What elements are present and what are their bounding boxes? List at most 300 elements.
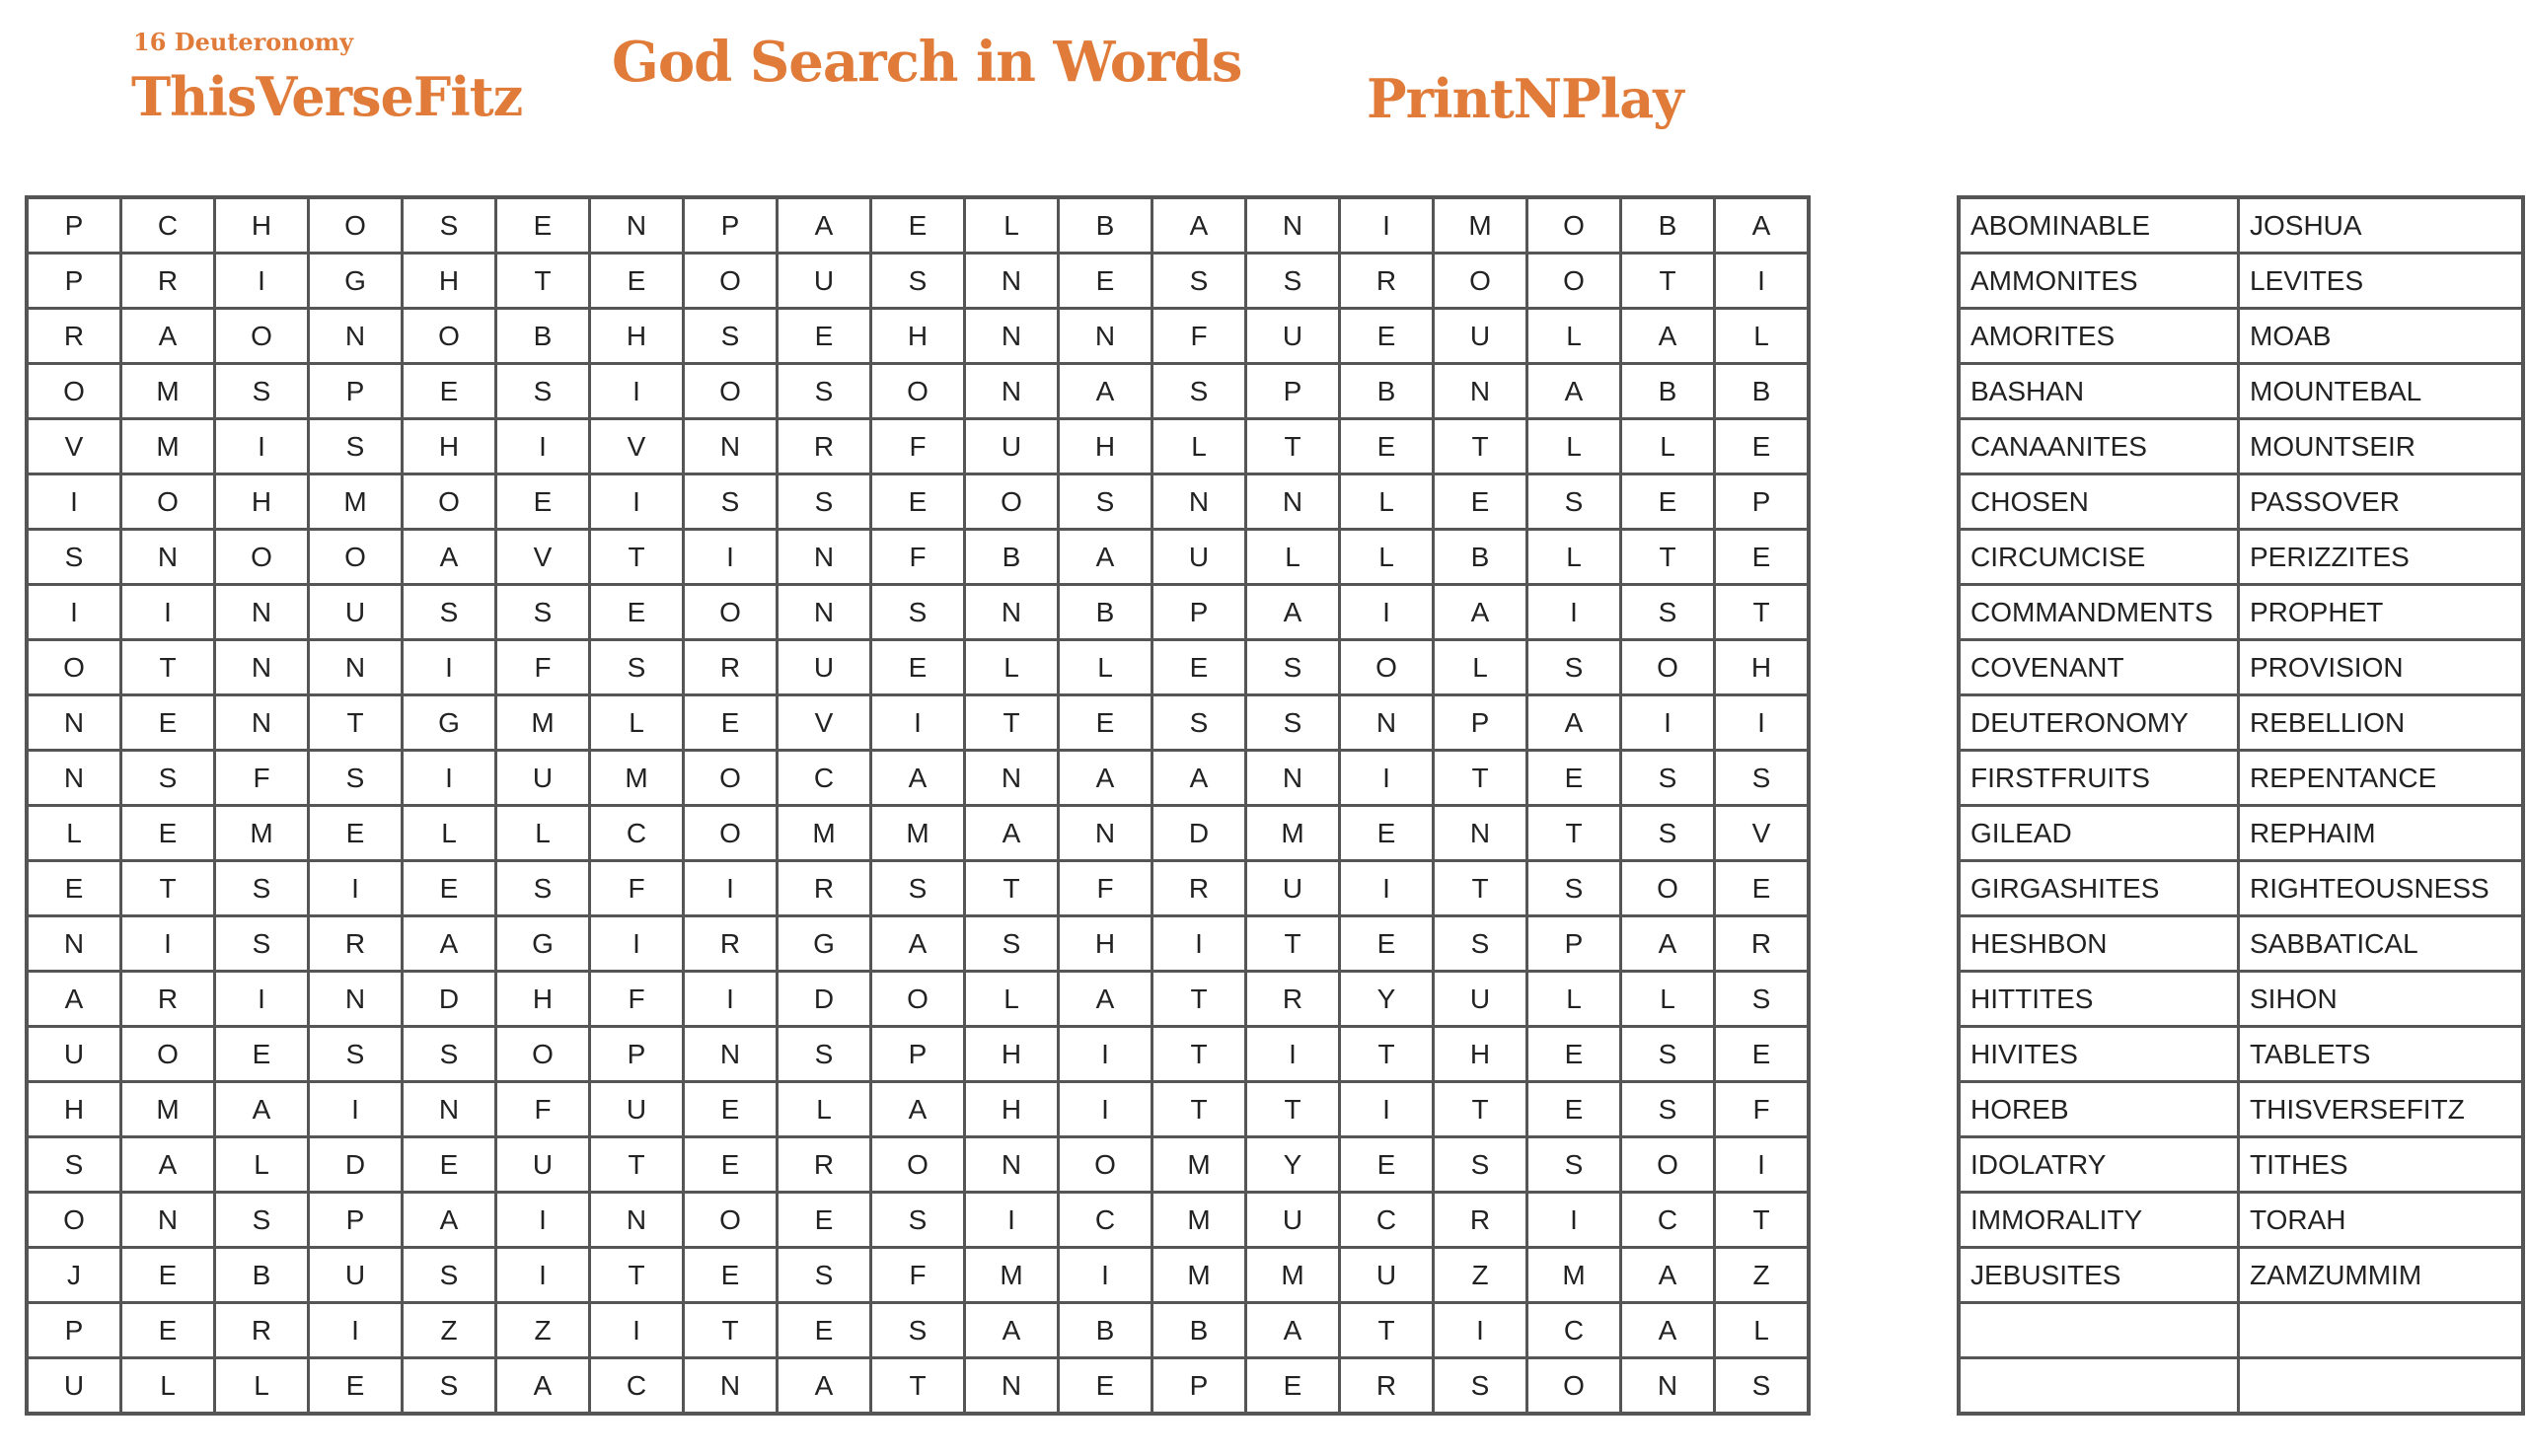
grid-cell[interactable]: T xyxy=(1152,972,1246,1027)
grid-cell[interactable]: E xyxy=(1340,806,1434,861)
grid-cell[interactable]: E xyxy=(1715,530,1810,585)
grid-cell[interactable]: M xyxy=(121,419,215,474)
grid-cell[interactable]: N xyxy=(684,419,778,474)
grid-cell[interactable]: I xyxy=(1059,1248,1152,1303)
grid-cell[interactable]: I xyxy=(1715,695,1810,751)
grid-cell[interactable]: T xyxy=(590,530,684,585)
grid-cell[interactable]: O xyxy=(684,751,778,806)
grid-cell[interactable]: E xyxy=(1246,1358,1340,1415)
grid-cell[interactable]: S xyxy=(1621,1082,1715,1137)
grid-cell[interactable]: B xyxy=(1059,585,1152,640)
grid-cell[interactable]: S xyxy=(309,751,403,806)
grid-cell[interactable]: I xyxy=(684,530,778,585)
grid-cell[interactable]: B xyxy=(215,1248,309,1303)
grid-cell[interactable]: N xyxy=(778,530,871,585)
grid-cell[interactable]: N xyxy=(215,695,309,751)
grid-cell[interactable]: P xyxy=(27,197,121,254)
grid-cell[interactable]: S xyxy=(1527,861,1621,916)
grid-cell[interactable]: L xyxy=(1621,972,1715,1027)
grid-cell[interactable]: N xyxy=(27,695,121,751)
grid-cell[interactable]: C xyxy=(590,1358,684,1415)
grid-cell[interactable]: I xyxy=(1715,254,1810,309)
grid-cell[interactable]: N xyxy=(403,1082,496,1137)
grid-cell[interactable]: U xyxy=(1152,530,1246,585)
grid-cell[interactable]: T xyxy=(1152,1082,1246,1137)
grid-cell[interactable]: L xyxy=(1246,530,1340,585)
grid-cell[interactable]: S xyxy=(778,1248,871,1303)
grid-cell[interactable]: E xyxy=(871,474,965,530)
grid-cell[interactable]: N xyxy=(590,197,684,254)
grid-cell[interactable]: M xyxy=(871,806,965,861)
grid-cell[interactable]: I xyxy=(1152,916,1246,972)
grid-cell[interactable]: I xyxy=(496,419,590,474)
grid-cell[interactable]: J xyxy=(27,1248,121,1303)
grid-cell[interactable]: A xyxy=(1527,364,1621,419)
grid-cell[interactable]: A xyxy=(778,1358,871,1415)
grid-cell[interactable]: O xyxy=(1434,254,1527,309)
grid-cell[interactable]: T xyxy=(871,1358,965,1415)
grid-cell[interactable]: E xyxy=(590,585,684,640)
grid-cell[interactable]: E xyxy=(1340,419,1434,474)
grid-cell[interactable]: B xyxy=(1715,364,1810,419)
grid-cell[interactable]: R xyxy=(778,419,871,474)
grid-cell[interactable]: P xyxy=(27,1303,121,1358)
grid-cell[interactable]: O xyxy=(496,1027,590,1082)
grid-cell[interactable]: A xyxy=(1152,751,1246,806)
grid-cell[interactable]: O xyxy=(1340,640,1434,695)
grid-cell[interactable]: E xyxy=(121,1248,215,1303)
grid-cell[interactable]: N xyxy=(1246,197,1340,254)
grid-cell[interactable]: S xyxy=(496,861,590,916)
grid-cell[interactable]: H xyxy=(215,474,309,530)
grid-cell[interactable]: O xyxy=(684,254,778,309)
grid-cell[interactable]: I xyxy=(590,364,684,419)
grid-cell[interactable]: T xyxy=(1715,1193,1810,1248)
grid-cell[interactable]: S xyxy=(778,474,871,530)
grid-cell[interactable]: T xyxy=(590,1137,684,1193)
grid-cell[interactable]: D xyxy=(1152,806,1246,861)
grid-cell[interactable]: S xyxy=(590,640,684,695)
grid-cell[interactable]: L xyxy=(590,695,684,751)
grid-cell[interactable]: T xyxy=(1621,530,1715,585)
grid-cell[interactable]: H xyxy=(1434,1027,1527,1082)
grid-cell[interactable]: S xyxy=(1152,364,1246,419)
grid-cell[interactable]: E xyxy=(1715,861,1810,916)
grid-cell[interactable]: O xyxy=(684,364,778,419)
grid-cell[interactable]: B xyxy=(496,309,590,364)
grid-cell[interactable]: E xyxy=(403,861,496,916)
grid-cell[interactable]: R xyxy=(778,861,871,916)
grid-cell[interactable]: G xyxy=(778,916,871,972)
grid-cell[interactable]: I xyxy=(309,1082,403,1137)
grid-cell[interactable]: A xyxy=(1715,197,1810,254)
grid-cell[interactable]: E xyxy=(871,197,965,254)
grid-cell[interactable]: N xyxy=(1246,474,1340,530)
grid-cell[interactable]: N xyxy=(121,1193,215,1248)
grid-cell[interactable]: B xyxy=(1340,364,1434,419)
grid-cell[interactable]: A xyxy=(27,972,121,1027)
grid-cell[interactable]: S xyxy=(1527,640,1621,695)
grid-cell[interactable]: L xyxy=(778,1082,871,1137)
grid-cell[interactable]: I xyxy=(684,972,778,1027)
grid-cell[interactable]: E xyxy=(27,861,121,916)
grid-cell[interactable]: P xyxy=(1527,916,1621,972)
grid-cell[interactable]: E xyxy=(1152,640,1246,695)
grid-cell[interactable]: L xyxy=(1340,530,1434,585)
grid-cell[interactable]: N xyxy=(965,751,1059,806)
grid-cell[interactable]: U xyxy=(1246,861,1340,916)
grid-cell[interactable]: S xyxy=(1527,474,1621,530)
grid-cell[interactable]: H xyxy=(1715,640,1810,695)
grid-cell[interactable]: E xyxy=(1715,419,1810,474)
grid-cell[interactable]: T xyxy=(1340,1303,1434,1358)
grid-cell[interactable]: T xyxy=(1621,254,1715,309)
grid-cell[interactable]: S xyxy=(1152,695,1246,751)
grid-cell[interactable]: A xyxy=(965,806,1059,861)
grid-cell[interactable]: O xyxy=(1059,1137,1152,1193)
grid-cell[interactable]: S xyxy=(215,916,309,972)
grid-cell[interactable]: N xyxy=(309,309,403,364)
grid-cell[interactable]: E xyxy=(309,806,403,861)
grid-cell[interactable]: F xyxy=(871,1248,965,1303)
grid-cell[interactable]: N xyxy=(590,1193,684,1248)
grid-cell[interactable]: I xyxy=(27,474,121,530)
grid-cell[interactable]: R xyxy=(215,1303,309,1358)
grid-cell[interactable]: A xyxy=(1434,585,1527,640)
grid-cell[interactable]: A xyxy=(1059,364,1152,419)
grid-cell[interactable]: B xyxy=(1434,530,1527,585)
grid-cell[interactable]: I xyxy=(684,861,778,916)
grid-cell[interactable]: S xyxy=(871,1303,965,1358)
grid-cell[interactable]: E xyxy=(590,254,684,309)
grid-cell[interactable]: N xyxy=(965,585,1059,640)
grid-cell[interactable]: E xyxy=(1340,1137,1434,1193)
grid-cell[interactable]: M xyxy=(1152,1193,1246,1248)
grid-cell[interactable]: S xyxy=(496,585,590,640)
grid-cell[interactable]: O xyxy=(1621,1137,1715,1193)
grid-cell[interactable]: U xyxy=(1246,309,1340,364)
grid-cell[interactable]: A xyxy=(1621,916,1715,972)
grid-cell[interactable]: O xyxy=(403,309,496,364)
grid-cell[interactable]: E xyxy=(403,1137,496,1193)
grid-cell[interactable]: U xyxy=(309,585,403,640)
grid-cell[interactable]: E xyxy=(121,806,215,861)
grid-cell[interactable]: U xyxy=(778,640,871,695)
grid-cell[interactable]: Z xyxy=(496,1303,590,1358)
grid-cell[interactable]: R xyxy=(778,1137,871,1193)
grid-cell[interactable]: N xyxy=(309,640,403,695)
grid-cell[interactable]: E xyxy=(496,197,590,254)
grid-cell[interactable]: S xyxy=(1246,254,1340,309)
grid-cell[interactable]: O xyxy=(121,1027,215,1082)
grid-cell[interactable]: A xyxy=(1059,751,1152,806)
grid-cell[interactable]: S xyxy=(1715,972,1810,1027)
grid-cell[interactable]: E xyxy=(1434,474,1527,530)
grid-cell[interactable]: E xyxy=(684,1137,778,1193)
grid-cell[interactable]: O xyxy=(1527,254,1621,309)
grid-cell[interactable]: I xyxy=(121,916,215,972)
grid-cell[interactable]: I xyxy=(1340,1082,1434,1137)
grid-cell[interactable]: O xyxy=(965,474,1059,530)
grid-cell[interactable]: O xyxy=(684,585,778,640)
grid-cell[interactable]: H xyxy=(871,309,965,364)
grid-cell[interactable]: N xyxy=(684,1027,778,1082)
grid-cell[interactable]: C xyxy=(1527,1303,1621,1358)
grid-cell[interactable]: A xyxy=(121,1137,215,1193)
grid-cell[interactable]: L xyxy=(1527,309,1621,364)
grid-cell[interactable]: P xyxy=(1434,695,1527,751)
grid-cell[interactable]: O xyxy=(27,364,121,419)
grid-cell[interactable]: F xyxy=(871,419,965,474)
grid-cell[interactable]: B xyxy=(1059,1303,1152,1358)
grid-cell[interactable]: P xyxy=(309,1193,403,1248)
grid-cell[interactable]: V xyxy=(496,530,590,585)
grid-cell[interactable]: M xyxy=(121,1082,215,1137)
grid-cell[interactable]: S xyxy=(871,1193,965,1248)
grid-cell[interactable]: T xyxy=(496,254,590,309)
grid-cell[interactable]: A xyxy=(403,1193,496,1248)
grid-cell[interactable]: O xyxy=(215,309,309,364)
grid-cell[interactable]: H xyxy=(965,1082,1059,1137)
grid-cell[interactable]: S xyxy=(1621,751,1715,806)
grid-cell[interactable]: E xyxy=(684,695,778,751)
grid-cell[interactable]: E xyxy=(1340,916,1434,972)
grid-cell[interactable]: P xyxy=(590,1027,684,1082)
grid-cell[interactable]: U xyxy=(1434,309,1527,364)
grid-cell[interactable]: M xyxy=(1246,806,1340,861)
grid-cell[interactable]: A xyxy=(215,1082,309,1137)
grid-cell[interactable]: D xyxy=(309,1137,403,1193)
grid-cell[interactable]: A xyxy=(403,916,496,972)
grid-cell[interactable]: I xyxy=(1340,751,1434,806)
grid-cell[interactable]: R xyxy=(1152,861,1246,916)
grid-cell[interactable]: H xyxy=(1059,419,1152,474)
grid-cell[interactable]: L xyxy=(1152,419,1246,474)
grid-cell[interactable]: H xyxy=(403,419,496,474)
grid-cell[interactable]: T xyxy=(1246,916,1340,972)
grid-cell[interactable]: H xyxy=(965,1027,1059,1082)
grid-cell[interactable]: N xyxy=(1621,1358,1715,1415)
grid-cell[interactable]: R xyxy=(1434,1193,1527,1248)
grid-cell[interactable]: T xyxy=(309,695,403,751)
grid-cell[interactable]: S xyxy=(1246,695,1340,751)
grid-cell[interactable]: I xyxy=(1621,695,1715,751)
grid-cell[interactable]: T xyxy=(1434,1082,1527,1137)
grid-cell[interactable]: S xyxy=(1434,1137,1527,1193)
grid-cell[interactable]: S xyxy=(121,751,215,806)
grid-cell[interactable]: V xyxy=(27,419,121,474)
grid-cell[interactable]: O xyxy=(684,806,778,861)
grid-cell[interactable]: I xyxy=(215,419,309,474)
grid-cell[interactable]: B xyxy=(965,530,1059,585)
grid-cell[interactable]: I xyxy=(1059,1027,1152,1082)
grid-cell[interactable]: C xyxy=(1340,1193,1434,1248)
grid-cell[interactable]: G xyxy=(496,916,590,972)
grid-cell[interactable]: I xyxy=(1340,585,1434,640)
grid-cell[interactable]: S xyxy=(1621,585,1715,640)
grid-cell[interactable]: G xyxy=(403,695,496,751)
grid-cell[interactable]: M xyxy=(309,474,403,530)
grid-cell[interactable]: P xyxy=(1152,585,1246,640)
grid-cell[interactable]: O xyxy=(1527,1358,1621,1415)
grid-cell[interactable]: I xyxy=(1715,1137,1810,1193)
grid-cell[interactable]: S xyxy=(403,585,496,640)
grid-cell[interactable]: T xyxy=(1152,1027,1246,1082)
grid-cell[interactable]: F xyxy=(1059,861,1152,916)
grid-cell[interactable]: M xyxy=(1152,1248,1246,1303)
grid-cell[interactable]: S xyxy=(1621,1027,1715,1082)
grid-cell[interactable]: S xyxy=(965,916,1059,972)
grid-cell[interactable]: T xyxy=(1340,1027,1434,1082)
grid-cell[interactable]: N xyxy=(965,254,1059,309)
grid-cell[interactable]: P xyxy=(1152,1358,1246,1415)
grid-cell[interactable]: O xyxy=(871,364,965,419)
grid-cell[interactable]: S xyxy=(871,254,965,309)
grid-cell[interactable]: N xyxy=(27,751,121,806)
grid-cell[interactable]: S xyxy=(1059,474,1152,530)
grid-cell[interactable]: I xyxy=(215,972,309,1027)
grid-cell[interactable]: N xyxy=(965,364,1059,419)
grid-cell[interactable]: M xyxy=(1434,197,1527,254)
grid-cell[interactable]: I xyxy=(1340,861,1434,916)
grid-cell[interactable]: N xyxy=(1059,309,1152,364)
grid-cell[interactable]: N xyxy=(215,640,309,695)
grid-cell[interactable]: L xyxy=(215,1358,309,1415)
grid-cell[interactable]: S xyxy=(684,474,778,530)
grid-cell[interactable]: F xyxy=(871,530,965,585)
grid-cell[interactable]: Z xyxy=(1715,1248,1810,1303)
grid-cell[interactable]: I xyxy=(496,1248,590,1303)
grid-cell[interactable]: U xyxy=(496,1137,590,1193)
grid-cell[interactable]: T xyxy=(1527,806,1621,861)
grid-cell[interactable]: S xyxy=(1152,254,1246,309)
grid-cell[interactable]: N xyxy=(1434,364,1527,419)
grid-cell[interactable]: Y xyxy=(1340,972,1434,1027)
grid-cell[interactable]: F xyxy=(590,972,684,1027)
grid-cell[interactable]: S xyxy=(684,309,778,364)
grid-cell[interactable]: A xyxy=(778,197,871,254)
grid-cell[interactable]: E xyxy=(1059,695,1152,751)
grid-cell[interactable]: U xyxy=(1246,1193,1340,1248)
grid-cell[interactable]: N xyxy=(309,972,403,1027)
grid-cell[interactable]: F xyxy=(1152,309,1246,364)
grid-cell[interactable]: N xyxy=(1340,695,1434,751)
grid-cell[interactable]: V xyxy=(590,419,684,474)
grid-cell[interactable]: I xyxy=(309,1303,403,1358)
grid-cell[interactable]: L xyxy=(965,640,1059,695)
grid-cell[interactable]: N xyxy=(684,1358,778,1415)
grid-cell[interactable]: M xyxy=(496,695,590,751)
grid-cell[interactable]: B xyxy=(1621,364,1715,419)
grid-cell[interactable]: U xyxy=(1434,972,1527,1027)
grid-cell[interactable]: O xyxy=(27,1193,121,1248)
grid-cell[interactable]: S xyxy=(309,1027,403,1082)
grid-cell[interactable]: N xyxy=(965,309,1059,364)
grid-cell[interactable]: S xyxy=(1621,806,1715,861)
grid-cell[interactable]: H xyxy=(590,309,684,364)
grid-cell[interactable]: A xyxy=(1527,695,1621,751)
grid-cell[interactable]: T xyxy=(1246,1082,1340,1137)
grid-cell[interactable]: R xyxy=(1340,254,1434,309)
grid-cell[interactable]: S xyxy=(496,364,590,419)
grid-cell[interactable]: M xyxy=(1527,1248,1621,1303)
grid-cell[interactable]: L xyxy=(121,1358,215,1415)
grid-cell[interactable]: P xyxy=(871,1027,965,1082)
grid-cell[interactable]: I xyxy=(590,916,684,972)
grid-cell[interactable]: C xyxy=(1059,1193,1152,1248)
grid-cell[interactable]: E xyxy=(1059,1358,1152,1415)
grid-cell[interactable]: L xyxy=(1340,474,1434,530)
grid-cell[interactable]: L xyxy=(215,1137,309,1193)
grid-cell[interactable]: R xyxy=(121,254,215,309)
grid-cell[interactable]: A xyxy=(871,751,965,806)
grid-cell[interactable]: O xyxy=(684,1193,778,1248)
grid-cell[interactable]: N xyxy=(965,1358,1059,1415)
grid-cell[interactable]: P xyxy=(684,197,778,254)
grid-cell[interactable]: L xyxy=(1527,419,1621,474)
grid-cell[interactable]: I xyxy=(1527,1193,1621,1248)
grid-cell[interactable]: A xyxy=(1246,1303,1340,1358)
grid-cell[interactable]: S xyxy=(778,364,871,419)
grid-cell[interactable]: E xyxy=(778,1303,871,1358)
grid-cell[interactable]: S xyxy=(27,530,121,585)
grid-cell[interactable]: H xyxy=(403,254,496,309)
grid-cell[interactable]: S xyxy=(215,364,309,419)
grid-cell[interactable]: E xyxy=(684,1248,778,1303)
grid-cell[interactable]: E xyxy=(309,1358,403,1415)
grid-cell[interactable]: A xyxy=(871,916,965,972)
grid-cell[interactable]: A xyxy=(1621,309,1715,364)
grid-cell[interactable]: V xyxy=(1715,806,1810,861)
grid-cell[interactable]: E xyxy=(871,640,965,695)
grid-cell[interactable]: U xyxy=(309,1248,403,1303)
grid-cell[interactable]: E xyxy=(1527,751,1621,806)
grid-cell[interactable]: E xyxy=(1527,1082,1621,1137)
grid-cell[interactable]: I xyxy=(121,585,215,640)
grid-cell[interactable]: N xyxy=(1246,751,1340,806)
grid-cell[interactable]: M xyxy=(1152,1137,1246,1193)
grid-cell[interactable]: E xyxy=(1059,254,1152,309)
grid-cell[interactable]: T xyxy=(1434,419,1527,474)
grid-cell[interactable]: S xyxy=(778,1027,871,1082)
grid-cell[interactable]: E xyxy=(778,1193,871,1248)
grid-cell[interactable]: A xyxy=(121,309,215,364)
grid-cell[interactable]: S xyxy=(403,1358,496,1415)
grid-cell[interactable]: E xyxy=(684,1082,778,1137)
grid-cell[interactable]: I xyxy=(403,640,496,695)
grid-cell[interactable]: L xyxy=(496,806,590,861)
grid-cell[interactable]: S xyxy=(1434,916,1527,972)
grid-cell[interactable]: I xyxy=(1246,1027,1340,1082)
grid-cell[interactable]: Z xyxy=(403,1303,496,1358)
grid-cell[interactable]: E xyxy=(215,1027,309,1082)
grid-cell[interactable]: R xyxy=(684,640,778,695)
grid-cell[interactable]: A xyxy=(403,530,496,585)
grid-cell[interactable]: N xyxy=(27,916,121,972)
grid-cell[interactable]: E xyxy=(1527,1027,1621,1082)
grid-cell[interactable]: A xyxy=(871,1082,965,1137)
grid-cell[interactable]: M xyxy=(778,806,871,861)
grid-cell[interactable]: P xyxy=(1715,474,1810,530)
grid-cell[interactable]: L xyxy=(403,806,496,861)
grid-cell[interactable]: D xyxy=(778,972,871,1027)
grid-cell[interactable]: G xyxy=(309,254,403,309)
grid-cell[interactable]: P xyxy=(27,254,121,309)
grid-cell[interactable]: F xyxy=(496,1082,590,1137)
grid-cell[interactable]: L xyxy=(1715,1303,1810,1358)
grid-cell[interactable]: T xyxy=(965,695,1059,751)
grid-cell[interactable]: T xyxy=(1715,585,1810,640)
